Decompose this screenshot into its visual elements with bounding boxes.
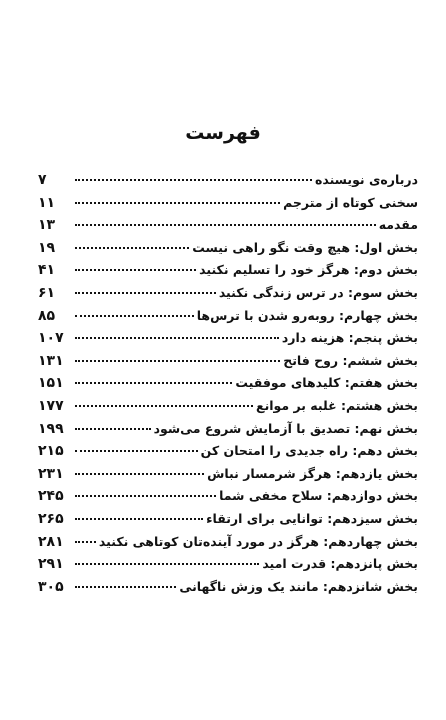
toc-entry-page: ۶۱: [38, 284, 56, 301]
page-title: فهرست: [185, 122, 261, 144]
toc-leader-dots: [75, 269, 196, 271]
toc-leader-dots: [75, 292, 216, 294]
toc-entry: [38, 579, 418, 602]
toc-entry-page: ۲۶۵: [38, 510, 64, 527]
toc-entry-label: بخش شانزدهم: مانند یک وزش ناگهانی: [179, 578, 418, 594]
toc-entry: [38, 534, 418, 557]
toc-entry-page: ۱۳۱: [38, 352, 64, 369]
toc-entry: [38, 421, 418, 444]
toc-leader-dots: [75, 586, 176, 588]
toc-entry-page: ۲۳۱: [38, 465, 64, 482]
toc-entry: [38, 488, 418, 511]
toc-entry-label: بخش پنجم: هزینه دارد: [281, 330, 418, 346]
toc-entry-label: بخش دهم: راه جدیدی را امتحان کن: [200, 443, 418, 459]
toc-entry-page: ۱۵۱: [38, 375, 64, 392]
toc-entry: [38, 556, 418, 579]
toc-leader-dots: [75, 541, 96, 543]
toc-entry-page: ۲۴۵: [38, 488, 64, 505]
toc-entry-page: ۱۷۷: [38, 397, 64, 414]
toc-leader-dots: [75, 382, 232, 384]
toc-entry-label: بخش دوازدهم: سلاح مخفی شما: [219, 488, 418, 504]
toc-entry-page: ۳۰۵: [38, 578, 64, 595]
toc-entry: [38, 240, 418, 263]
toc-leader-dots: [75, 563, 259, 565]
toc-leader-dots: [75, 518, 203, 520]
toc-entry: [38, 466, 418, 489]
toc-entry-label: بخش سوم: در ترس زندگی نکنید: [218, 284, 418, 300]
toc-entry: [38, 511, 418, 534]
toc-leader-dots: [75, 179, 312, 181]
toc-entry: [38, 262, 418, 285]
toc-leader-dots: [75, 495, 216, 497]
toc-entry-label: سخنی کوتاه از مترجم: [283, 194, 418, 210]
toc-entry-page: ۲۸۱: [38, 533, 64, 550]
toc-entry: [38, 330, 418, 353]
toc-entry-label: بخش اول: هیچ وقت نگو راهی نیست: [192, 239, 418, 255]
toc-entry-label: بخش چهاردهم: هرگز در مورد آینده‌تان کوتاهی نکنید: [98, 533, 418, 549]
toc-entry-label: بخش هفتم: کلیدهای موفقیت: [235, 375, 418, 391]
toc-entry-label: بخش سیزدهم: توانایی برای ارتقاء: [206, 510, 418, 526]
toc-entry-page: ۱۰۷: [38, 330, 64, 347]
toc-entry-page: ۱۳: [38, 217, 56, 234]
toc-entry-label: بخش یازدهم: هرگز شرمسار نباش: [207, 465, 418, 481]
toc-entry-label: بخش ششم: روح فاتح: [283, 352, 418, 368]
toc-leader-dots: [75, 247, 189, 249]
toc-entry-page: ۴۱: [38, 262, 56, 279]
toc-leader-dots: [75, 337, 279, 339]
toc-leader-dots: [75, 405, 253, 407]
toc-entry: [38, 443, 418, 466]
toc-entry: [38, 285, 418, 308]
toc-entry: [38, 353, 418, 376]
toc-entry: [38, 375, 418, 398]
toc-entry-label: بخش نهم: تصدیق با آزمایش شروع می‌شود: [153, 420, 418, 436]
toc-leader-dots: [75, 202, 280, 204]
toc-entry-label: درباره‌ی نویسنده: [314, 172, 418, 187]
toc-entry: [38, 195, 418, 218]
toc-entry-label: بخش چهارم: روبه‌رو شدن با ترس‌ها: [196, 307, 418, 323]
toc-leader-dots: [75, 450, 198, 452]
toc-entry-page: ۷: [38, 172, 47, 188]
toc-leader-dots: [75, 224, 376, 226]
toc-entry-page: ۱۹: [38, 239, 56, 256]
toc-entry-label: بخش هشتم: غلبه بر موانع: [256, 397, 418, 413]
toc-entry: [38, 308, 418, 331]
toc-entry-page: ۸۵: [38, 307, 56, 324]
toc-entry-page: ۲۹۱: [38, 556, 64, 573]
toc-leader-dots: [75, 315, 194, 317]
toc-leader-dots: [75, 428, 151, 430]
toc-entry-label: مقدمه: [378, 217, 418, 233]
table-of-contents: [38, 172, 418, 601]
toc-entry: [38, 172, 418, 195]
toc-entry: [38, 217, 418, 240]
toc-entry-label: بخش دوم: هرگز خود را تسلیم نکنید: [199, 262, 418, 278]
toc-entry: [38, 398, 418, 421]
toc-leader-dots: [75, 360, 280, 362]
toc-entry-label: بخش پانزدهم: قدرت امید: [262, 556, 418, 572]
toc-entry-page: ۱۹۹: [38, 420, 64, 437]
toc-entry-page: ۲۱۵: [38, 443, 64, 460]
toc-entry-page: ۱۱: [38, 194, 56, 211]
toc-leader-dots: [75, 473, 204, 475]
